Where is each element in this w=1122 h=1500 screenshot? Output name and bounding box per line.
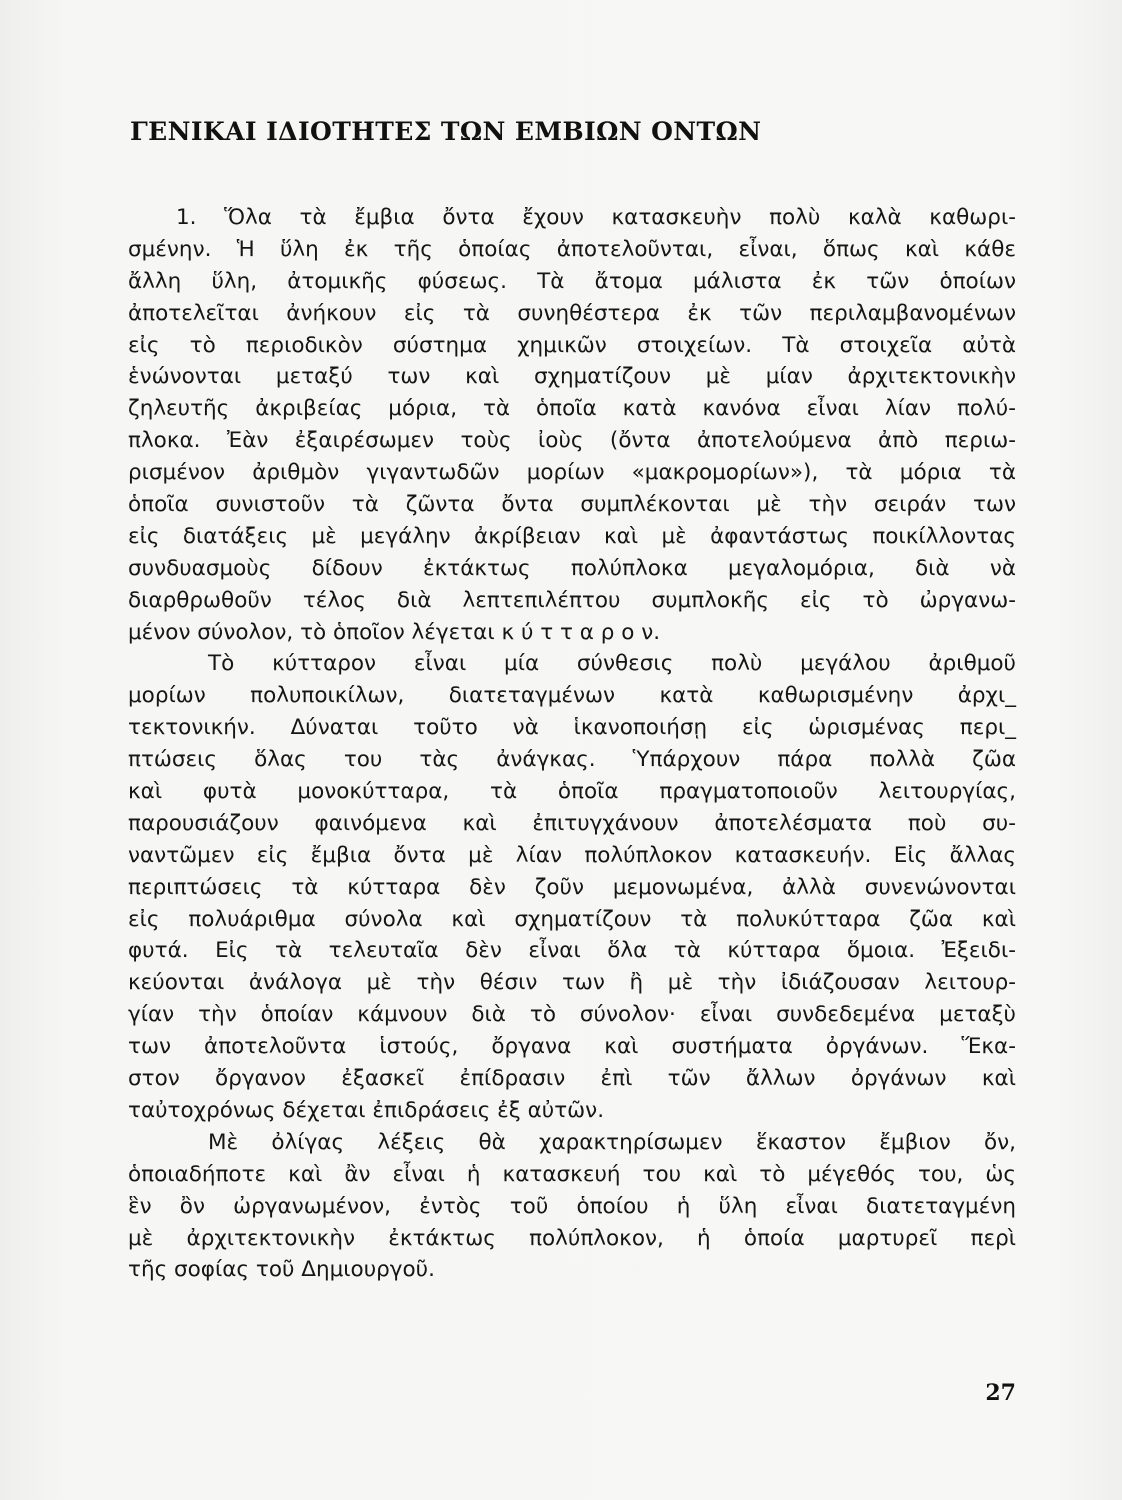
- text-line: ὁποῖα συνιστοῦν τὰ ζῶντα ὄντα συμπλέκονται μὲ τὴν σειράν των: [128, 492, 1016, 518]
- text-line: ἑνώνονται μεταξύ των καὶ σχηματίζουν μὲ μίαν ἀρχιτεκτονικὴν: [128, 364, 1016, 390]
- text-line: Μὲ ὀλίγας λέξεις θὰ χαρακτηρίσωμεν ἕκαστον ἔμβιον ὄν,: [208, 1129, 1016, 1155]
- text-line: των ἀποτελοῦντα ἱστούς, ὄργανα καὶ συστήματα ὀργάνων. Ἕκα-: [128, 1034, 1016, 1060]
- text-line: τεκτονικήν. Δύναται τοῦτο νὰ ἱκανοποιήσῃ εἰς ὡρισμένας περι_: [128, 715, 1016, 741]
- paragraph-1: [128, 202, 1016, 648]
- text-line: στον ὄργανον ἐξασκεῖ ἐπίδρασιν ἐπὶ τῶν ἄλλων ὀργάνων καὶ: [128, 1066, 1016, 1092]
- paragraph-2: [128, 648, 1016, 1126]
- text-line: παρουσιάζουν φαινόμενα καὶ ἐπιτυγχάνουν ἀποτελέσματα ποὺ συ-: [128, 810, 1016, 836]
- text-line: εἰς διατάξεις μὲ μεγάλην ἀκρίβειαν καὶ μὲ ἀφαντάστως ποικίλλοντας: [128, 523, 1016, 549]
- body-text: [128, 202, 1016, 1286]
- text-line: Τὸ κύτταρον εἶναι μία σύνθεσις πολὺ μεγάλου ἀριθμοῦ: [208, 651, 1016, 677]
- paragraph-3: [128, 1127, 1016, 1286]
- text-line: ταὐτοχρόνως δέχεται ἐπιδράσεις ἐξ αὐτῶν.: [128, 1097, 605, 1123]
- text-line: τῆς σοφίας τοῦ Δημιουργοῦ.: [128, 1257, 435, 1283]
- text-line: φυτά. Εἰς τὰ τελευταῖα δὲν εἶναι ὅλα τὰ κύτταρα ὅμοια. Ἐξειδι-: [128, 938, 1016, 964]
- text-line: ναντῶμεν εἰς ἔμβια ὄντα μὲ λίαν πολύπλοκον κατασκευήν. Εἰς ἄλλας: [128, 842, 1016, 868]
- text-line: μένον σύνολον, τὸ ὁποῖον λέγεται κ ύ τ τ α ρ ο ν.: [128, 619, 661, 645]
- text-line: ἀποτελεῖται ἀνήκουν εἰς τὰ συνηθέστερα ἐκ τῶν περιλαμβανομένων: [128, 300, 1016, 326]
- text-line: κεύονται ἀνάλογα μὲ τὴν θέσιν των ἢ μὲ τὴν ἰδιάζουσαν λειτουρ-: [128, 970, 1016, 996]
- text-line: εἰς πολυάριθμα σύνολα καὶ σχηματίζουν τὰ πολυκύτταρα ζῶα καὶ: [128, 906, 1016, 932]
- text-line: συνδυασμοὺς δίδουν ἐκτάκτως πολύπλοκα μεγαλομόρια, διὰ νὰ: [128, 555, 1016, 581]
- text-line: εἰς τὸ περιοδικὸν σύστημα χημικῶν στοιχείων. Τὰ στοιχεῖα αὐτὰ: [128, 332, 1016, 358]
- text-line: ζηλευτῆς ἀκριβείας μόρια, τὰ ὁποῖα κατὰ κανόνα εἶναι λίαν πολύ-: [128, 396, 1016, 422]
- text-line: ὁποιαδήποτε καὶ ἂν εἶναι ἡ κατασκευή του καὶ τὸ μέγεθός του, ὡς: [128, 1161, 1016, 1187]
- text-line: γίαν τὴν ὁποίαν κάμνουν διὰ τὸ σύνολον· εἶναι συνδεδεμένα μεταξὺ: [128, 1002, 1016, 1028]
- text-line: πλοκα. Ἐὰν ἐξαιρέσωμεν τοὺς ἰοὺς (ὄντα ἀποτελούμενα ἀπὸ περιω-: [128, 428, 1016, 454]
- chapter-title: ΓΕΝΙΚΑΙ ΙΔΙΟΤΗΤΕΣ ΤΩΝ ΕΜΒΙΩΝ ΟΝΤΩΝ: [130, 117, 762, 146]
- text-line: διαρθρωθοῦν τέλος διὰ λεπτεπιλέπτου συμπλοκῆς εἰς τὸ ὠργανω-: [128, 587, 1016, 613]
- page-number: 27: [985, 1380, 1016, 1406]
- text-line: 1. Ὅλα τὰ ἔμβια ὄντα ἔχουν κατασκευὴν πολὺ καλὰ καθωρι-: [176, 205, 1016, 230]
- text-line: καὶ φυτὰ μονοκύτταρα, τὰ ὁποῖα πραγματοποιοῦν λειτουργίας,: [128, 779, 1016, 805]
- text-line: περιπτώσεις τὰ κύτταρα δὲν ζοῦν μεμονωμένα, ἀλλὰ συνενώνονται: [128, 874, 1016, 900]
- text-line: μὲ ἀρχιτεκτονικὴν ἐκτάκτως πολύπλοκον, ἡ ὁποία μαρτυρεῖ περὶ: [128, 1225, 1016, 1251]
- text-line: σμένην. Ἡ ὕλη ἐκ τῆς ὁποίας ἀποτελοῦνται, εἶναι, ὅπως καὶ κάθε: [128, 236, 1016, 262]
- text-line: πτώσεις ὅλας του τὰς ἀνάγκας. Ὑπάρχουν πάρα πολλὰ ζῶα: [128, 747, 1016, 773]
- text-line: μορίων πολυποικίλων, διατεταγμένων κατὰ καθωρισμένην ἀρχι_: [128, 683, 1016, 709]
- text-line: ρισμένον ἀριθμὸν γιγαντωδῶν μορίων «μακρομορίων»), τὰ μόρια τὰ: [128, 460, 1016, 486]
- text-line: ἄλλη ὕλη, ἀτομικῆς φύσεως. Τὰ ἄτομα μάλιστα ἐκ τῶν ὁποίων: [128, 268, 1016, 294]
- text-line: ἓν ὂν ὠργανωμένον, ἐντὸς τοῦ ὁποίου ἡ ὕλη εἶναι διατεταγμένη: [128, 1193, 1016, 1219]
